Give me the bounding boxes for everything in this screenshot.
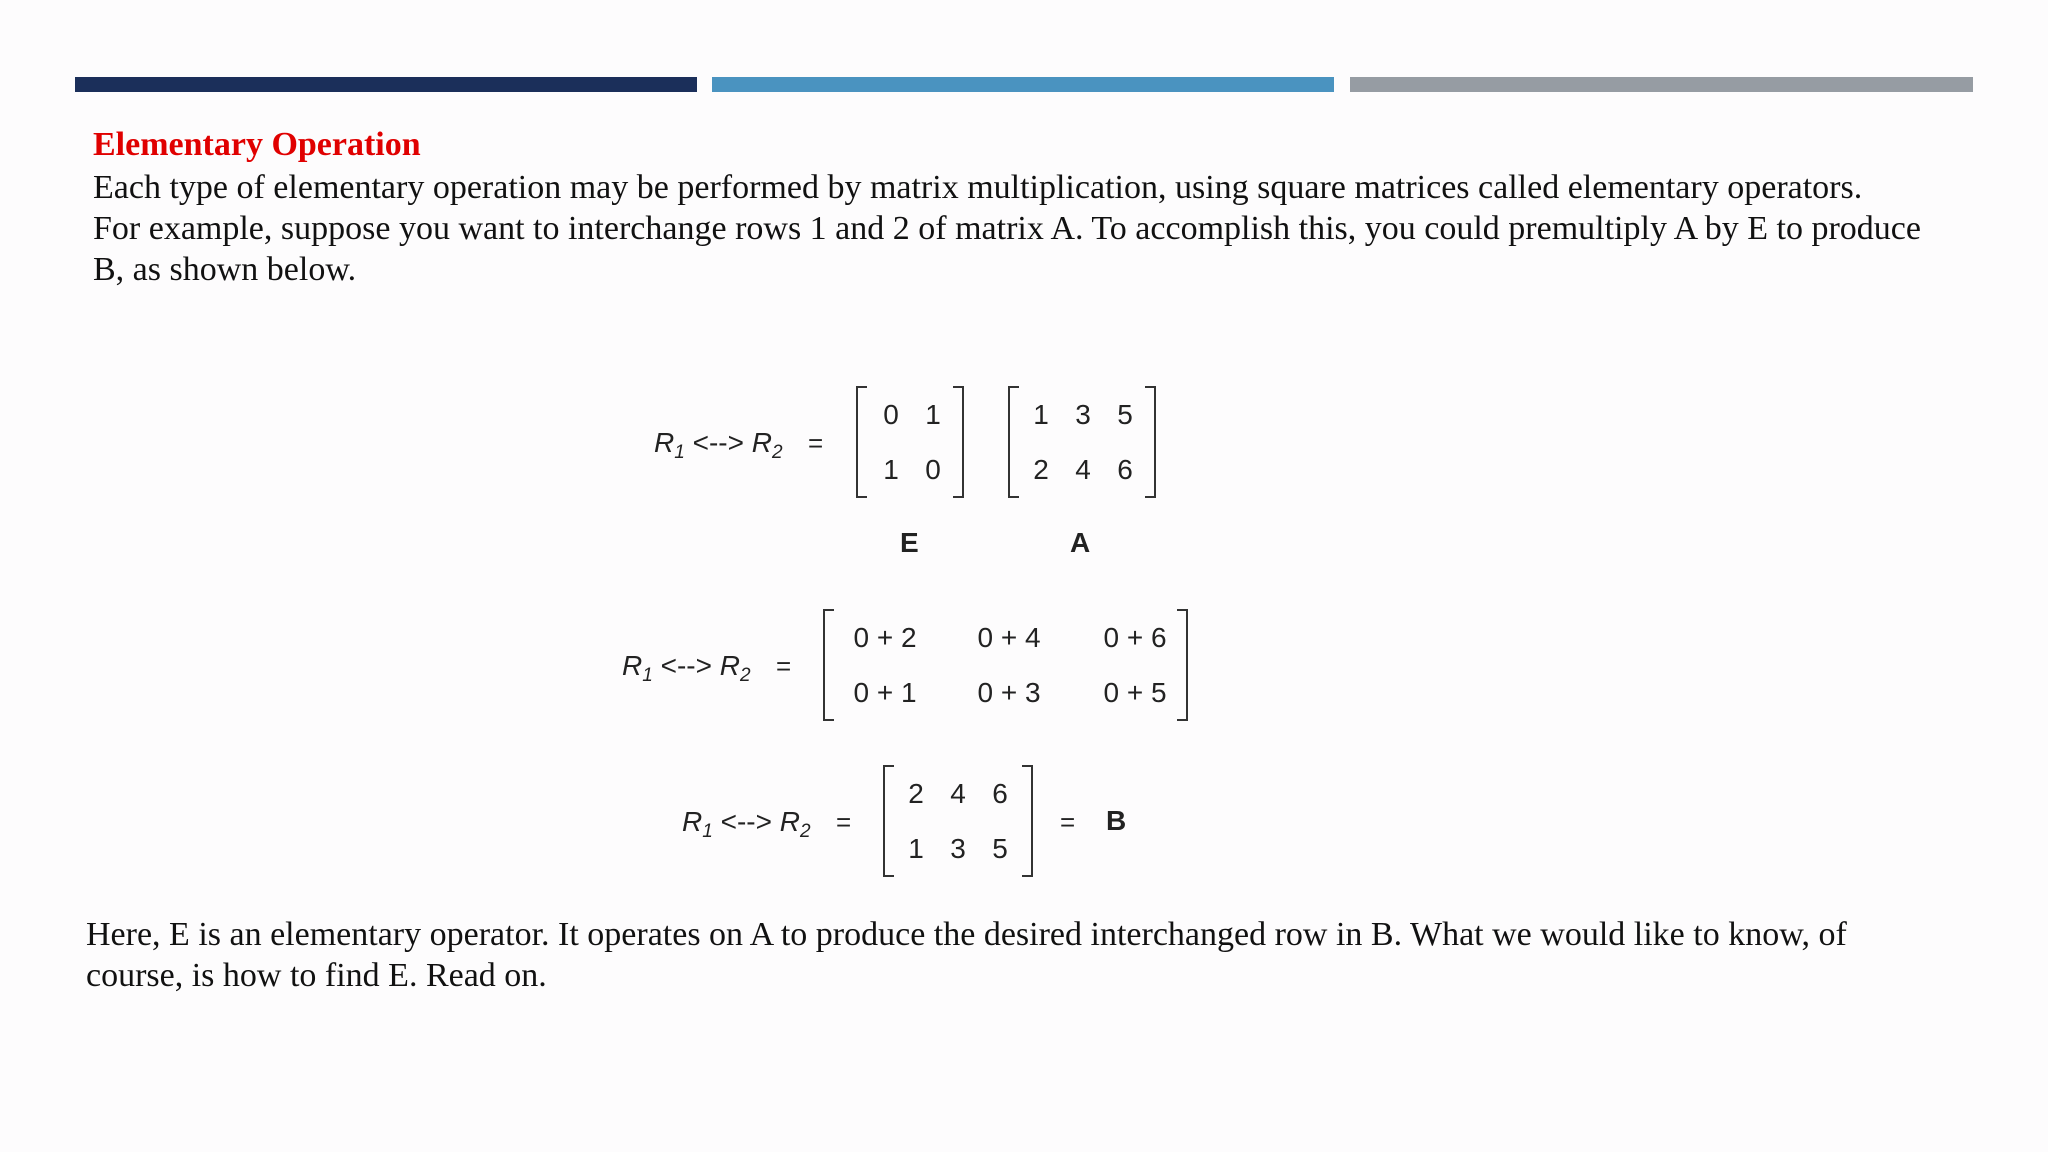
matrix-cell: 0 (925, 454, 941, 485)
equals-sign: = (836, 807, 852, 837)
matrix-cell: 6 (1117, 454, 1133, 485)
matrix-cell: 5 (1117, 399, 1133, 430)
matrix-cell: 4 (1075, 454, 1091, 485)
matrix-cell: 0 + 3 (977, 677, 1041, 708)
sum-matrix (823, 609, 1188, 721)
matrix-a-label: A (1070, 527, 1091, 558)
row-swap-label: $R_1$ <--> $R_2$ (622, 650, 751, 686)
matrix-cell: 5 (992, 833, 1008, 864)
matrix-cell: 3 (1075, 399, 1091, 430)
intro-line: B, as shown below. (93, 251, 357, 288)
matrix-cell: 1 (883, 454, 899, 485)
header-bar-dark (75, 77, 697, 92)
slide-heading: Elementary Operation (93, 126, 421, 163)
header-bar-blue (712, 77, 1334, 92)
result-b-label: B (1106, 805, 1127, 836)
matrix-cell: 1 (925, 399, 941, 430)
matrix-e-label: E (900, 527, 919, 558)
matrix-cell: 0 + 1 (853, 677, 917, 708)
matrix-cell: 1 (1033, 399, 1049, 430)
matrix-cell: 0 + 5 (1103, 677, 1167, 708)
outro-line: course, is how to find E. Read on. (86, 957, 547, 994)
matrix-cell: 0 + 2 (853, 622, 917, 653)
outro-paragraph (86, 914, 1847, 996)
matrix-cell: 2 (908, 778, 924, 809)
header-bar-gray (1350, 77, 1973, 92)
matrix-cell: 0 + 4 (977, 622, 1041, 653)
matrix-a (1008, 386, 1156, 498)
outro-line: Here, E is an elementary operator. It operates on A to produce the desired interchanged row in B. What we would like to know, of (86, 916, 1847, 953)
equals-sign: = (1060, 807, 1076, 837)
matrix-cell: 2 (1033, 454, 1049, 485)
row-swap-label: $R_1$ <--> $R_2$ (682, 806, 811, 842)
matrix-cell: 1 (908, 833, 924, 864)
matrix-cell: 0 + 6 (1103, 622, 1167, 653)
row-swap-label: $R_1$ <--> $R_2$ (654, 427, 783, 463)
intro-paragraph (93, 167, 1993, 290)
matrix-cell: 0 (883, 399, 899, 430)
equals-sign: = (776, 651, 792, 681)
intro-line: For example, suppose you want to interchange rows 1 and 2 of matrix A. To accomplish this, you could premultiply A by E to produce (93, 210, 1921, 247)
matrix-b (883, 765, 1033, 877)
matrix-cell: 3 (950, 833, 966, 864)
matrix-cell: 6 (992, 778, 1008, 809)
intro-line: Each type of elementary operation may be performed by matrix multiplication, using square matrices called elementary operators. (93, 169, 1863, 206)
matrix-e (856, 386, 964, 498)
matrix-cell: 4 (950, 778, 966, 809)
equals-sign: = (808, 428, 824, 458)
